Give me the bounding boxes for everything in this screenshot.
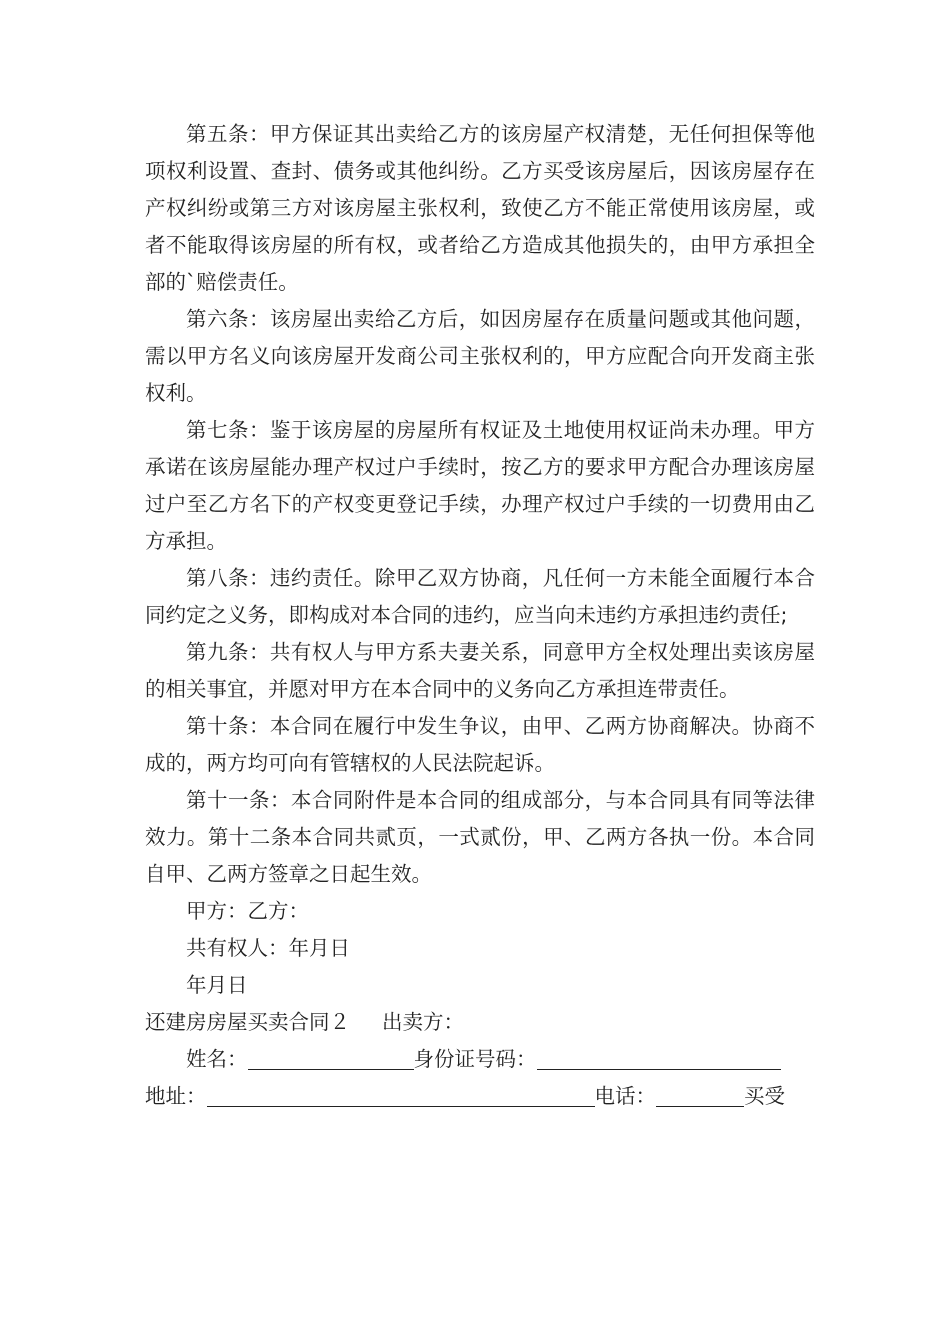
buyer-label: 买受 <box>744 1084 785 1108</box>
phone-label: 电话： <box>594 1084 656 1108</box>
name-blank[interactable] <box>248 1041 414 1070</box>
article-9: 第九条：共有权人与甲方系夫妻关系，同意甲方全权处理出卖该房屋的相关事宜，并愿对甲方在本合同中的义务向乙方承担连带责任。 <box>145 640 815 701</box>
article-5: 第五条：甲方保证其出卖给乙方的该房屋产权清楚，无任何担保等他项权利设置、查封、债务或其他纠纷。乙方买受该房屋后，因该房屋存在产权纠纷或第三方对该房屋主张权利，致使乙方不能正常使用该房屋，或者不能取得该房屋的所有权，或者给乙方造成其他损失的，由甲方承担全部的`赔偿责任。 <box>145 122 815 294</box>
article-10: 第十条：本合同在履行中发生争议，由甲、乙两方协商解决。协商不成的，两方均可向有管辖权的人民法院起诉。 <box>145 714 815 775</box>
address-label: 地址： <box>145 1084 207 1108</box>
id-number-blank[interactable] <box>537 1041 781 1070</box>
signature-parties: 甲方：乙方： <box>186 899 309 923</box>
contract2-heading-line <box>145 1004 815 1041</box>
phone-blank[interactable] <box>656 1078 744 1107</box>
contract-body <box>145 116 815 1115</box>
seller-label: 出卖方： <box>382 1010 464 1034</box>
article-8: 第八条：违约责任。除甲乙双方协商，凡任何一方未能全面履行本合同约定之义务，即构成对本合同的违约，应当向未违约方承担违约责任; <box>145 566 815 627</box>
article-11: 第十一条：本合同附件是本合同的组成部分，与本合同具有同等法律效力。第十二条本合同共贰页，一式贰份，甲、乙两方各执一份。本合同自甲、乙两方签章之日起生效。 <box>145 788 815 886</box>
address-blank[interactable] <box>207 1078 595 1107</box>
id-number-label: 身份证号码： <box>413 1047 537 1071</box>
name-label: 姓名： <box>186 1047 248 1071</box>
seller-name-id-line <box>145 1041 815 1078</box>
article-6: 第六条：该房屋出卖给乙方后，如因房屋存在质量问题或其他问题，需以甲方名义向该房屋开发商公司主张权利的，甲方应配合向开发商主张权利。 <box>145 307 815 405</box>
signature-date: 年月日 <box>186 973 248 997</box>
seller-address-phone-line <box>145 1078 815 1115</box>
article-7: 第七条：鉴于该房屋的房屋所有权证及土地使用权证尚未办理。甲方承诺在该房屋能办理产权过户手续时，按乙方的要求甲方配合办理该房屋过户至乙方名下的产权变更登记手续，办理产权过户手续的一切费用由乙方承担。 <box>145 418 815 553</box>
signature-co-owner: 共有权人：年月日 <box>186 936 350 960</box>
contract2-title: 还建房房屋买卖合同２ <box>145 1010 350 1034</box>
